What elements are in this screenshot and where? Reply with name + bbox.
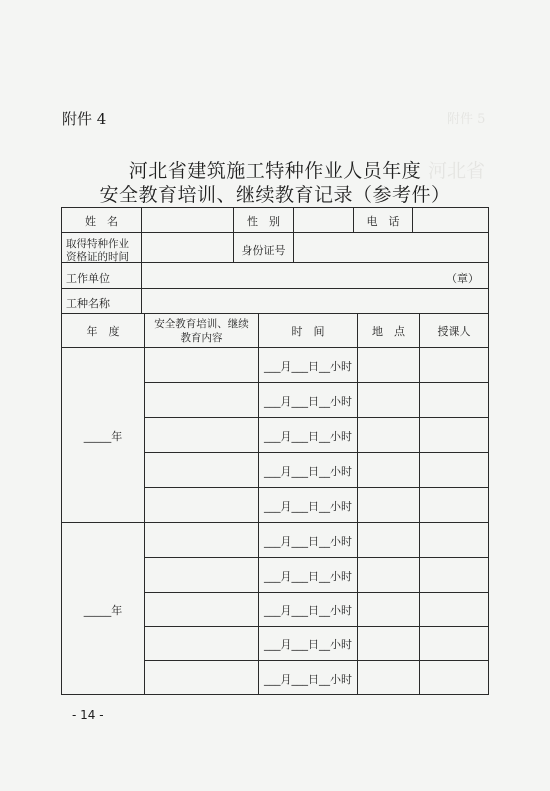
time-entry[interactable]: ___月___日__小时 xyxy=(264,395,352,408)
time-entry[interactable]: ___月___日__小时 xyxy=(264,535,352,548)
phone-field[interactable] xyxy=(413,208,488,232)
year-label: _____年 xyxy=(83,604,123,617)
bleed-through: 附件 5 xyxy=(447,112,486,127)
trade-field[interactable] xyxy=(142,289,488,313)
bleed-through: 河北省 xyxy=(428,160,486,182)
time-entry[interactable]: ___月___日__小时 xyxy=(264,570,352,583)
time-entry[interactable]: ___月___日__小时 xyxy=(264,360,352,373)
time-entry[interactable]: ___月___日__小时 xyxy=(264,673,352,686)
trade-label: 工种名称 xyxy=(66,297,110,310)
name-label: 姓 名 xyxy=(85,215,118,228)
col-content-header: 安全教育培训、继续 xyxy=(154,318,249,330)
col-year-header: 年 度 xyxy=(86,325,120,338)
form-title: 河北省建筑施工特种作业人员年度 xyxy=(128,160,422,182)
attachment-label: 附件 4 xyxy=(62,110,107,128)
col-place-header: 地 点 xyxy=(372,325,405,338)
col-instructor-header: 授课人 xyxy=(437,325,471,338)
form-subtitle: 安全教育培训、继续教育记录（参考件） xyxy=(99,184,451,206)
employer-field[interactable] xyxy=(142,263,442,288)
page-number: - 14 - xyxy=(72,708,104,722)
gender-label: 性 别 xyxy=(247,215,280,228)
year-label: _____年 xyxy=(83,430,123,443)
seal-placeholder: （章） xyxy=(446,272,479,285)
cert-time-label: 取得特种作业 xyxy=(66,238,129,250)
col-time-header: 时 间 xyxy=(291,325,325,338)
employer-label: 工作单位 xyxy=(66,272,110,285)
time-entry[interactable]: ___月___日__小时 xyxy=(264,638,352,651)
cert-time-label: 资格证的时间 xyxy=(66,251,129,263)
id-number-field[interactable] xyxy=(294,233,488,262)
id-number-label: 身份证号 xyxy=(241,244,286,257)
cert-time-field[interactable] xyxy=(142,233,233,262)
gender-field[interactable] xyxy=(294,208,353,232)
name-field[interactable] xyxy=(142,208,233,232)
time-entry[interactable]: ___月___日__小时 xyxy=(264,500,352,513)
time-entry[interactable]: ___月___日__小时 xyxy=(264,430,352,443)
time-entry[interactable]: ___月___日__小时 xyxy=(264,604,352,617)
time-entry[interactable]: ___月___日__小时 xyxy=(264,465,352,478)
col-content-header: 教育内容 xyxy=(180,332,223,344)
phone-label: 电 话 xyxy=(366,215,400,228)
